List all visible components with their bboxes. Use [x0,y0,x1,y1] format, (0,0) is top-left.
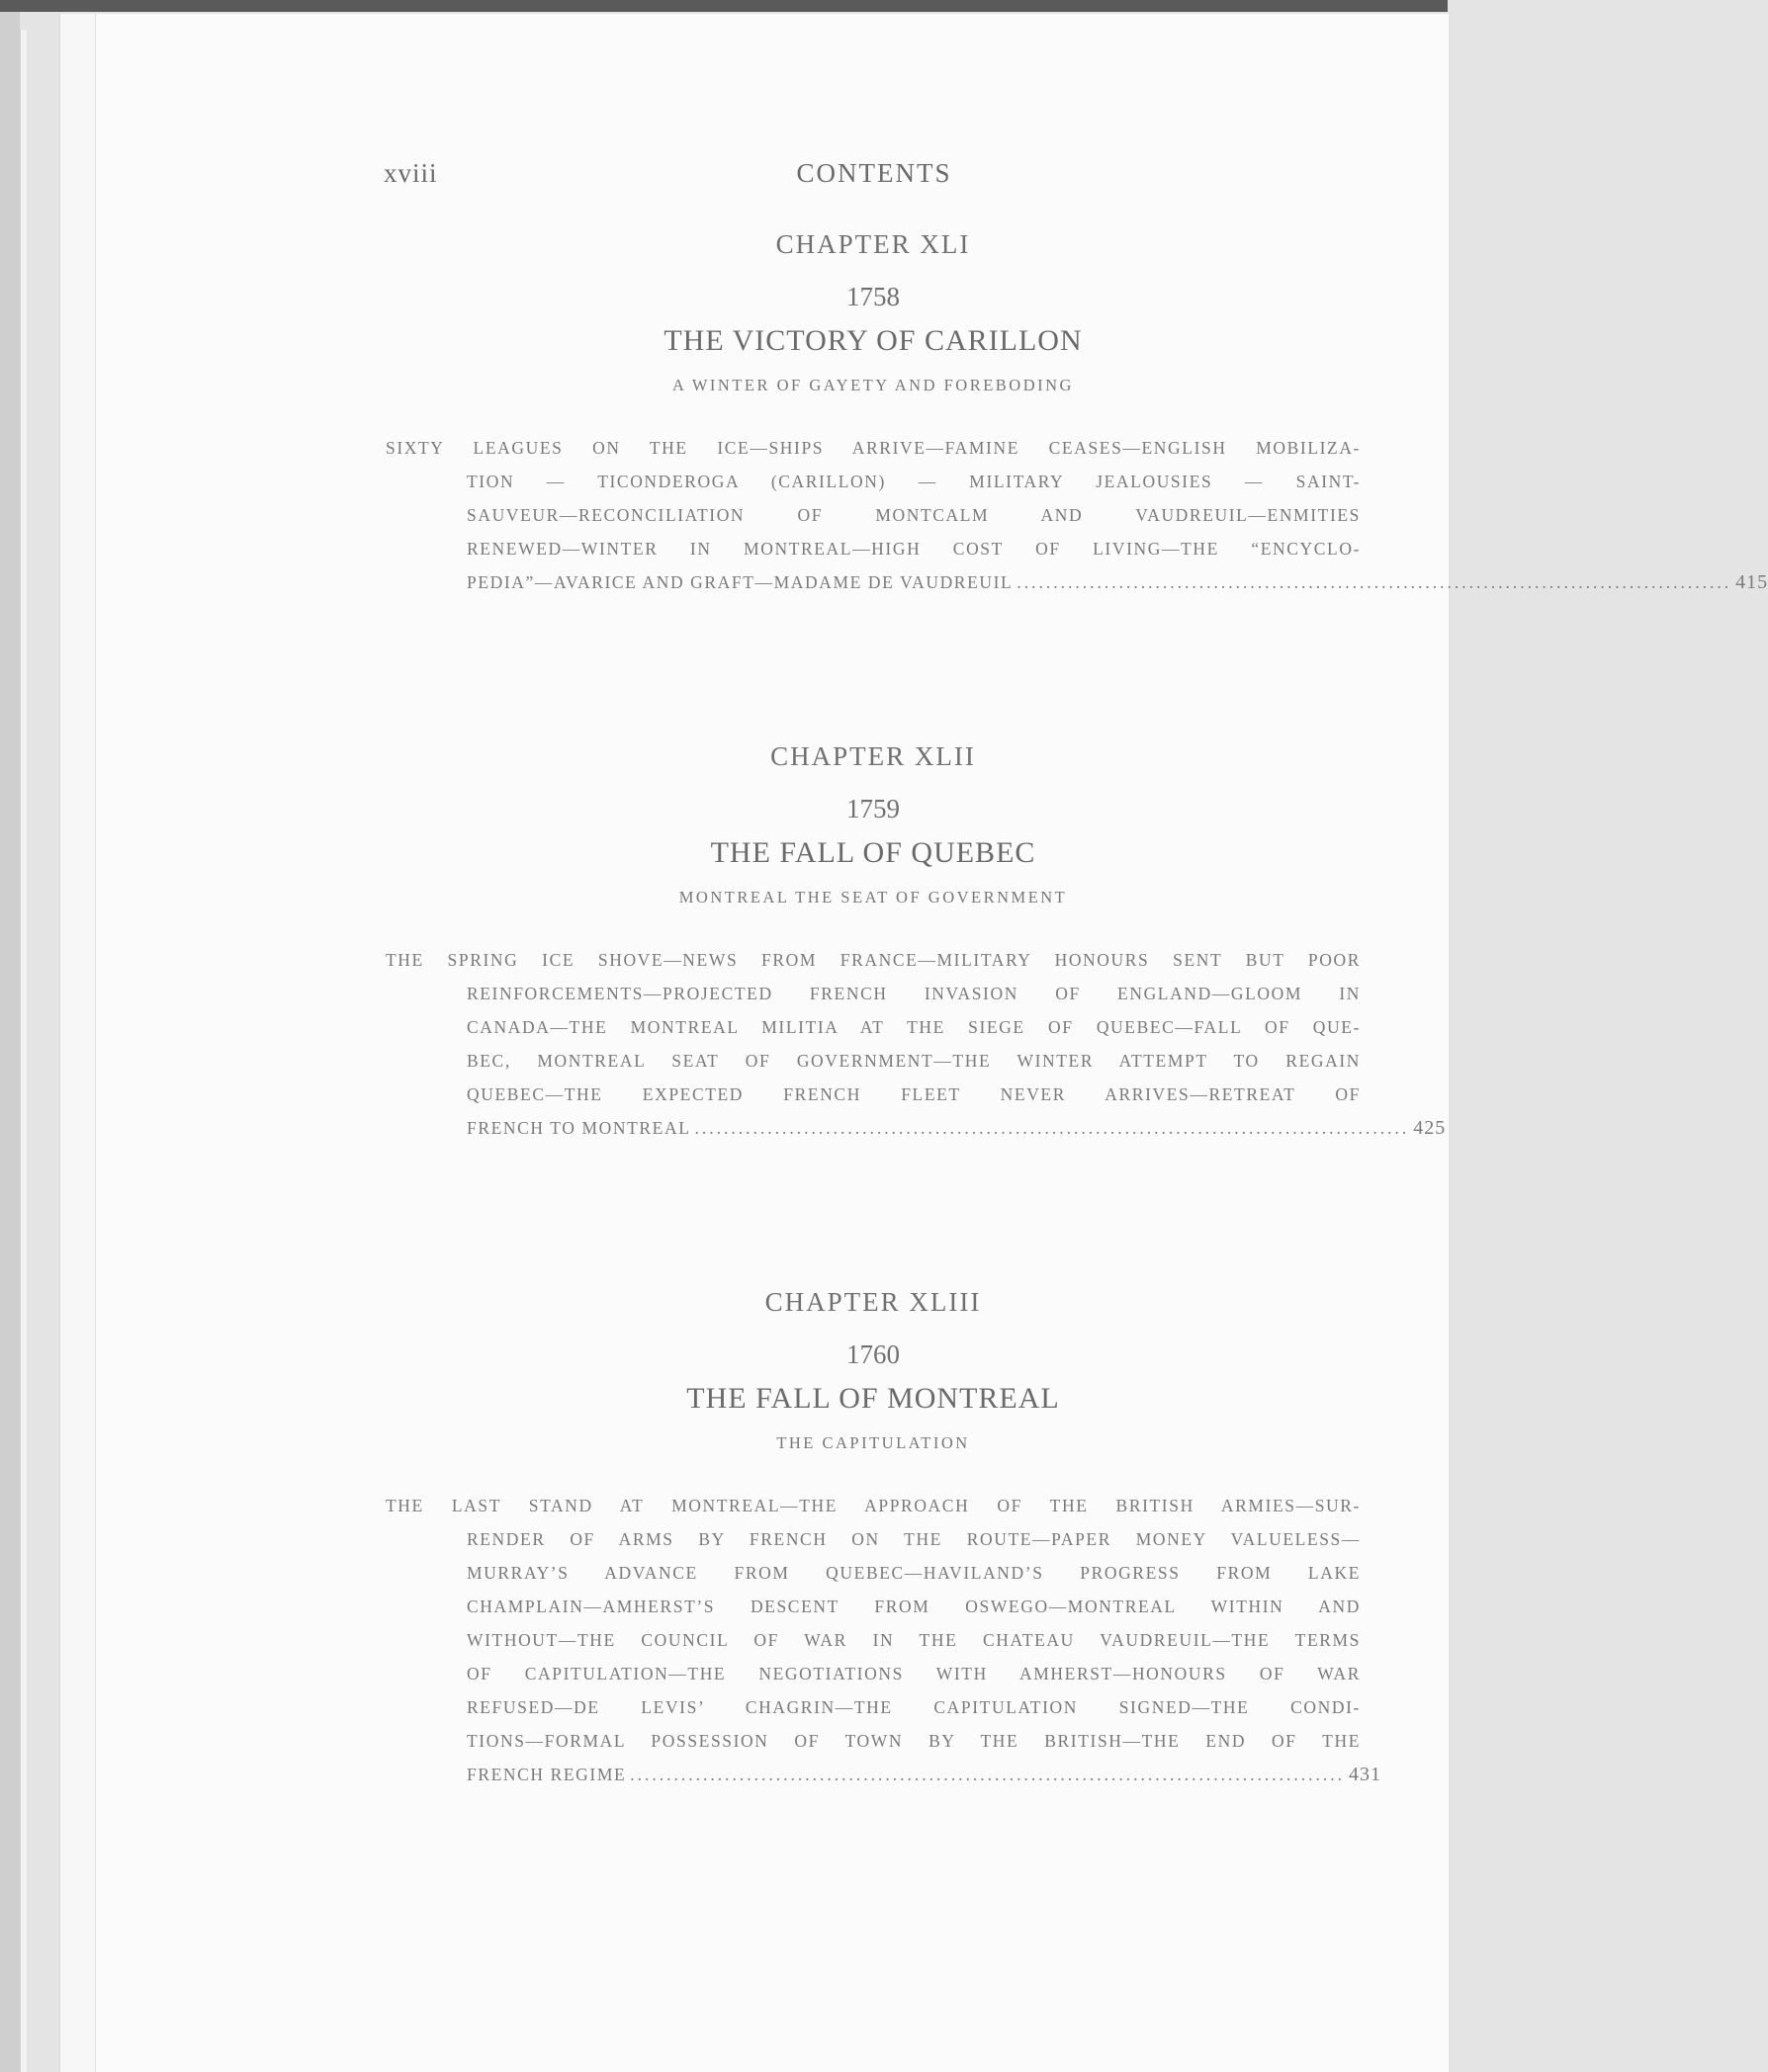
leader-dots: .................................................................................................. [1017,572,1732,592]
chapter-number: CHAPTER XLIII [764,1287,982,1317]
leader-dots: .................................................................................................. [694,1118,1410,1138]
scan-left-edge [0,12,20,2072]
summary-last-line [467,1758,1382,1791]
summary-line: FRENCH REGIME [467,1765,627,1784]
chapter-year: 1759 [846,794,900,823]
summary-line: REINFORCEMENTS—PROJECTED FRENCH INVASION OF ENGLAND—GLOOM IN [467,984,1361,1003]
scan-top-edge [0,0,1448,12]
chapter-year: 1760 [846,1339,900,1369]
chapter-number: CHAPTER XLI [775,229,971,259]
page-folio: xviii [384,158,438,188]
chapter-subtitle: A WINTER OF GAYETY AND FOREBODING [672,376,1074,394]
chapter-summary [386,431,1768,599]
book-page-edge [59,14,100,2072]
summary-line: SAUVEUR—RECONCILIATION OF MONTCALM AND VAUDREUIL—ENMITIES [467,505,1361,525]
summary-last-line [467,565,1768,599]
summary-line: PEDIA”—AVARICE AND GRAFT—MADAME DE VAUDREUIL [467,572,1014,592]
summary-line: BEC, MONTREAL SEAT OF GOVERNMENT—THE WINTER ATTEMPT TO REGAIN [467,1051,1361,1071]
summary-line: TION — TICONDEROGA (CARILLON) — MILITARY JEALOUSIES — SAINT- [467,472,1361,491]
summary-line: RENDER OF ARMS BY FRENCH ON THE ROUTE—PAPER MONEY VALUELESS— [467,1529,1361,1549]
chapter-title: THE VICTORY OF CARILLON [663,324,1083,357]
chapter-title: THE FALL OF MONTREAL [686,1382,1060,1415]
chapter-subtitle: MONTREAL THE SEAT OF GOVERNMENT [678,888,1068,906]
summary-line: WITHOUT—THE COUNCIL OF WAR IN THE CHATEAU VAUDREUIL—THE TERMS [467,1630,1361,1650]
leader-dots: .................................................................................................. [630,1765,1346,1784]
chapter-year: 1758 [846,282,900,311]
summary-line: CANADA—THE MONTREAL MILITIA AT THE SIEGE OF QUEBEC—FALL OF QUE- [467,1017,1361,1037]
summary-line: RENEWED—WINTER IN MONTREAL—HIGH COST OF LIVING—THE “ENCYCLO- [467,539,1361,559]
page-number: 431 [1349,1764,1382,1785]
chapter-entry [386,1287,1382,1791]
page-number: 425 [1413,1117,1447,1139]
running-head [0,158,1448,190]
chapter-number: CHAPTER XLII [770,741,976,771]
chapter-subtitle: THE CAPITULATION [776,1433,970,1452]
summary-line: CHAMPLAIN—AMHERST’S DESCENT FROM OSWEGO—MONTREAL WITHIN AND [467,1597,1361,1616]
chapter-title: THE FALL OF QUEBEC [710,836,1036,869]
summary-line: THE LAST STAND AT MONTREAL—THE APPROACH OF THE BRITISH ARMIES—SUR- [386,1496,1361,1515]
summary-line: OF CAPITULATION—THE NEGOTIATIONS WITH AMHERST—HONOURS OF WAR [467,1664,1361,1684]
summary-last-line [467,1111,1447,1145]
summary-line: FRENCH TO MONTREAL [467,1118,691,1138]
summary-line: QUEBEC—THE EXPECTED FRENCH FLEET NEVER ARRIVES—RETREAT OF [467,1084,1361,1104]
chapter-entry [386,229,1768,599]
chapter-entry [386,741,1447,1145]
summary-line: MURRAY’S ADVANCE FROM QUEBEC—HAVILAND’S PROGRESS FROM LAKE [467,1563,1361,1583]
summary-line: THE SPRING ICE SHOVE—NEWS FROM FRANCE—MILITARY HONOURS SENT BUT POOR [386,950,1361,970]
summary-line: REFUSED—DE LEVIS’ CHAGRIN—THE CAPITULATION SIGNED—THE CONDI- [467,1697,1361,1717]
page-number: 415 [1735,571,1768,593]
book-page-edge [20,30,27,2072]
running-title: CONTENTS [796,158,952,188]
chapter-summary [386,943,1447,1145]
summary-line: TIONS—FORMAL POSSESSION OF TOWN BY THE BRITISH—THE END OF THE [467,1731,1361,1751]
summary-line: SIXTY LEAGUES ON THE ICE—SHIPS ARRIVE—FAMINE CEASES—ENGLISH MOBILIZA- [386,438,1361,458]
chapter-summary [386,1489,1382,1791]
